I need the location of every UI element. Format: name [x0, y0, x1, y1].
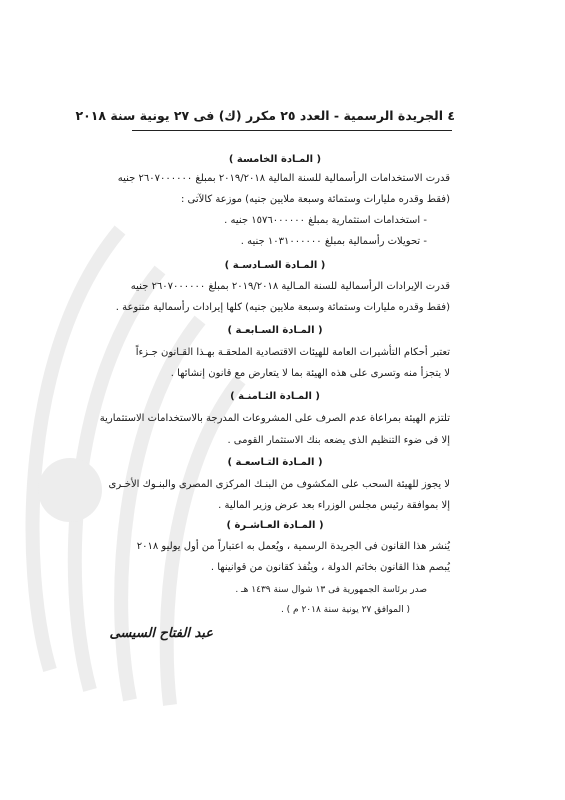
article-10-heading: ( المـادة العـاشـرة ) — [226, 520, 324, 531]
article-8-heading: ( المـادة الثـامنـة ) — [230, 391, 320, 402]
article-10-line-1: يُنشر هذا القانون فى الجريدة الرسمية ، ويُعمل به اعتباراً من أول يوليو ٢٠١٨ — [136, 541, 450, 552]
article-7-heading: ( المـادة السـابعـة ) — [227, 325, 323, 336]
article-9-line-2: إلا بموافقة رئيس مجلس الوزراء بعد عرض وزير المالية . — [218, 500, 450, 511]
article-5-line-4: - تحويلات رأسمالية بمبلغ ١٠٣١٠٠٠٠٠٠ جنيه . — [240, 236, 427, 247]
signature: عبد الفتاح السيسى — [109, 626, 213, 641]
gazette-header: ٤ الجريدة الرسمية - العدد ٢٥ مكرر (ك) فى ٢٧ يونية سنة ٢٠١٨ — [75, 108, 455, 123]
article-5-heading: ( المـادة الخامسة ) — [228, 154, 322, 165]
article-7-line-1: تعتبر أحكام التأشيرات العامة للهيئات الاقتصادية الملحقـة بهـذا القـانون جـزءاً — [135, 347, 450, 358]
article-9-heading: ( المـادة التـاسعـة ) — [227, 457, 323, 468]
issued-date-gregorian: ( الموافق ٢٧ يونية سنة ٢٠١٨ م ) . — [280, 605, 410, 615]
article-6-line-1: قدرت الإيرادات الرأسمالية للسنة المـالية ٢٠١٩/٢٠١٨ بمبلغ ٢٦٠٧٠٠٠٠٠٠ جنيه — [130, 281, 450, 292]
issued-date-hijri: صدر برئاسة الجمهورية فى ١٣ شوال سنة ١٤٣٩ هـ . — [235, 585, 427, 595]
article-5-line-3: - استخدامات استثمارية بمبلغ ١٥٧٦٠٠٠٠٠٠ جنيه . — [224, 215, 427, 226]
article-6-line-2: (فقط وقدره مليارات وستمائة وسبعة ملايين جنيه) كلها إيرادات رأسمالية متنوعة . — [115, 302, 450, 313]
article-8-line-2: إلا فى ضوء التنظيم الذى يضعه بنك الاستثمار القومى . — [227, 435, 450, 446]
article-9-line-1: لا يجوز للهيئة السحب على المكشوف من البنـك المركزى المصرى والبنـوك الأخـرى — [108, 479, 450, 490]
article-6-heading: ( المـادة السـادسـة ) — [224, 260, 326, 271]
article-5-line-1: قدرت الاستخدامات الرأسمالية للسنة المالية ٢٠١٩/٢٠١٨ بمبلغ ٢٦٠٧٠٠٠٠٠٠ جنيه — [117, 173, 450, 184]
article-8-line-1: تلتزم الهيئة بمراعاة عدم الصرف على المشروعات المدرجة بالاستخدامات الاستثمارية — [99, 413, 450, 424]
article-10-line-2: يُبصم هذا القانون بخاتم الدولة ، وينُفذ كقانون من قوانينها . — [210, 562, 450, 573]
article-7-line-2: لا يتجزأ منه وتسرى على هذه الهيئة بما لا يتعارض مع قانون إنشائها . — [170, 368, 450, 379]
article-5-line-2: (فقط وقدره مليارات وستمائة وسبعة ملايين جنيه) موزعة كالآتى : — [180, 194, 450, 205]
header-divider — [132, 130, 452, 131]
